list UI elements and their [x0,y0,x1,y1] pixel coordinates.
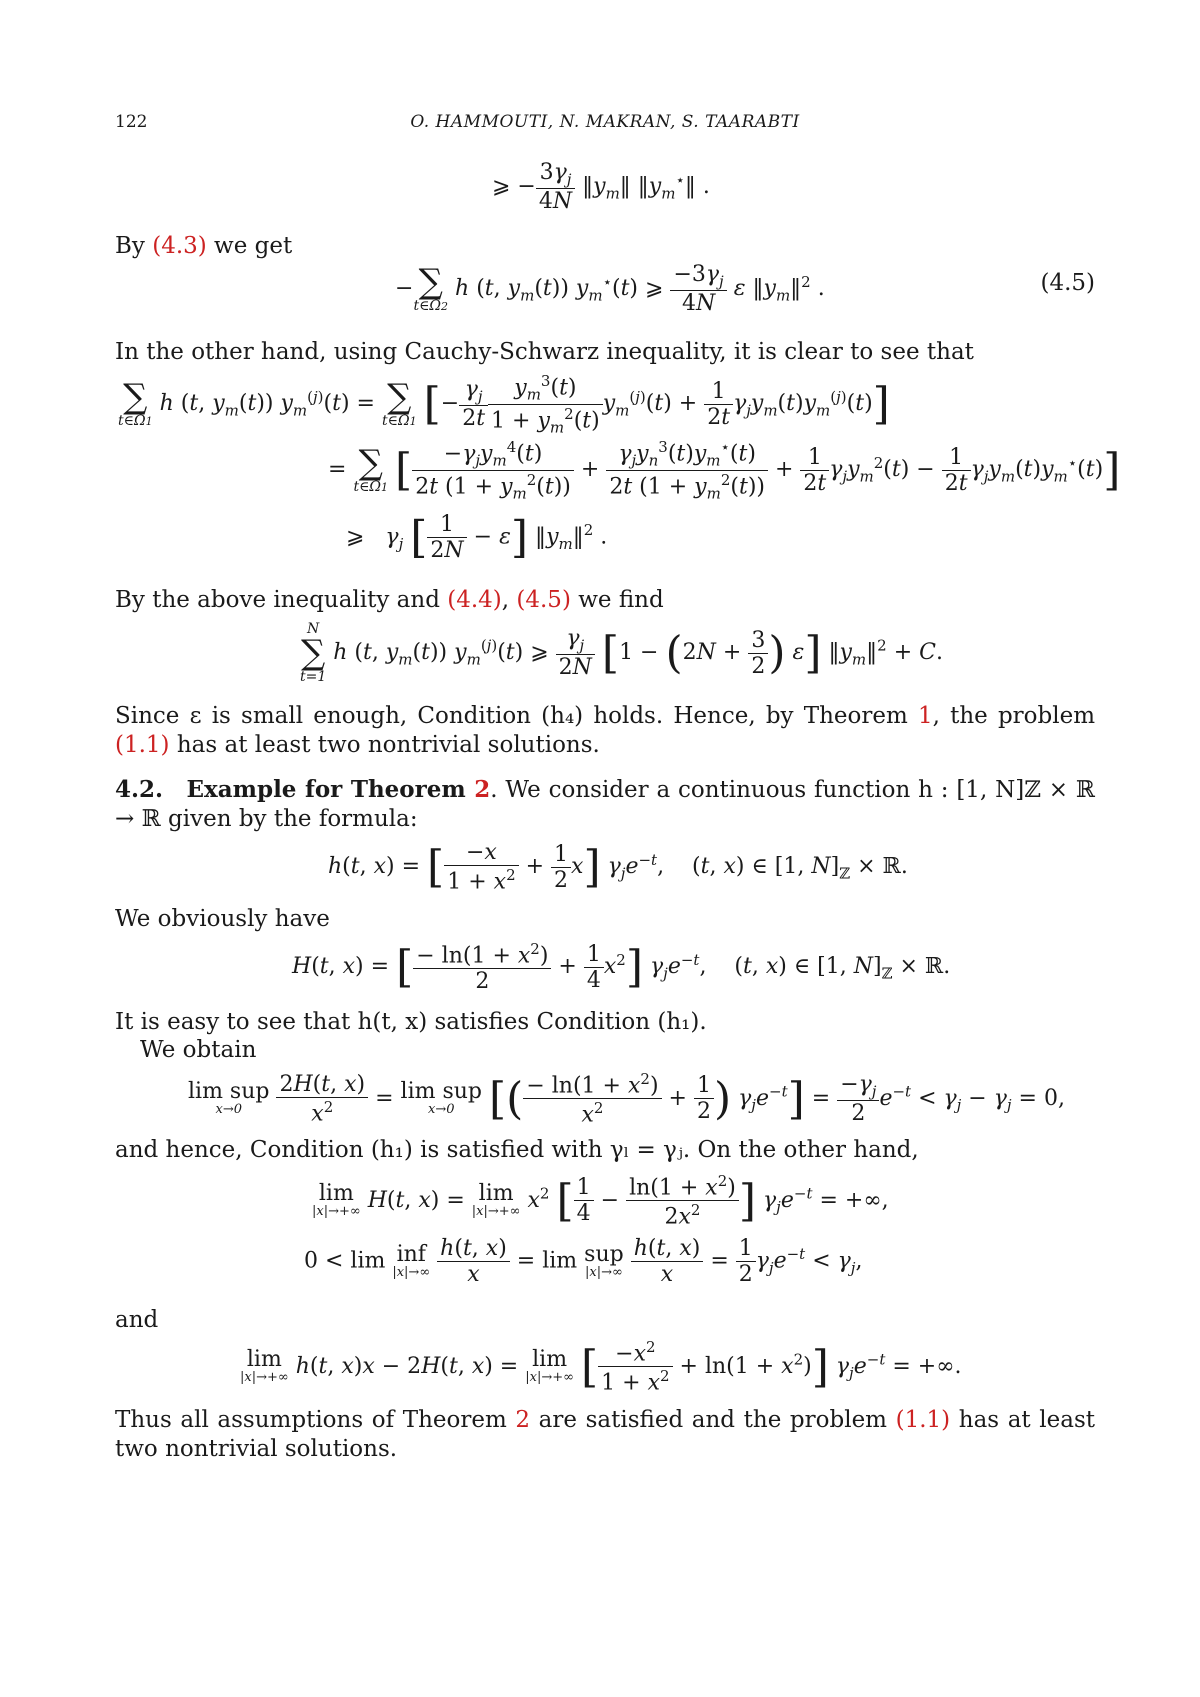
equation-top: ⩾ − $\frac{3\gamma_j}{4N}$ $‖y_m‖$ $‖y_m^⋆‖$ . [492,160,710,215]
reference-link[interactable]: 2 [474,776,491,803]
section-title: Example for Theorem [186,776,475,803]
paragraph-and: and [115,1307,159,1333]
equation-h-def: h(t, x) = [ $\frac{-x}{1 + x^2}$ + $\frac{1}{2}$ x] $\gamma_je^{-t}$, (t, x) ∈ [1, $N]_ℤ$ × ℝ. [328,840,908,895]
running-title: O. HAMMOUTI, N. MAKRAN, S. TAARABTI [410,112,800,132]
reference-link[interactable]: 1 [917,703,933,729]
equation-lim-H-infinity: lim |x|→+∞ H(t, x) = lim |x|→+∞ $x^2$ [ $\frac{1}{4}$ − $\frac{\ln(1 + x^2)}{2x^2}$ ] $\gamma_je^{-t}$ = +∞, [312,1172,889,1230]
equation-cs-line3: ⩾ $\gamma_j$ [ $\frac{1}{2N}$ − ε] $‖y_m‖^2$ . [346,512,608,563]
reference-link[interactable]: (4.5) [516,587,571,613]
reference-link[interactable]: (1.1) [895,1407,951,1433]
paragraph-and-hence: and hence, Condition (h₁) is satisfied with γₗ = γⱼ. On the other hand, [115,1137,919,1163]
equation-4-5: − ∑ t∈Ω2 h (t, $y_m(t)$) $y_m^⋆(t)$ ⩾ $\frac{-3\gamma_j}{4N}$ ε $‖y_m‖^2$ . [395,261,825,317]
paragraph-by-above: By the above inequality and (4.4), (4.5) we find [115,587,664,613]
equation-H-def: H(t, x) = [ $\frac{- \ln(1 + x^2)}{2}$ + $\frac{1}{4}$ $x^2$] $\gamma_je^{-t}$, (t, x) ∈ [1, $N]_ℤ$ × ℝ. [292,940,951,995]
equation-limsup-zero: lim sup x→0 $\frac{2H(t, x)}{x^2}$ = lim sup x→0 [( $\frac{- \ln(1 + x^2)}{x^2}$ + $\frac{1}{2}$ ) $\gamma_je^{-t}$] = $\frac{-\gamma_j}{2}$ $e^{-t} < \gamma_j - \gamma_j = 0$, [188,1070,1065,1128]
equation-cs-line1: ∑ t∈Ω1 h (t, $y_m(t)$) $y_m^{(j)}(t)$ = ∑ t∈Ω1 [− $\frac{\gamma_j}{2t}$ $\frac{y_m^3(t)}{1 + y_m^2(t)}$ $y_m^{(j)}(t)$ + $\frac{1}{2t}$ $\gamma_jy_m(t)y_m^{(j)}(t)$] [118,372,890,437]
paragraph-obviously: We obviously have [115,906,330,932]
section-number: 4.2. [115,776,164,803]
paragraph-since: Since ε is small enough, Condition (h₄) holds. Hence, by Theorem 1, the problem (1.1) has at least two nontrivial solutions. [115,703,1096,758]
equation-cs-line2: = ∑ t∈Ω1 [ $\frac{-\gamma_jy_m^4(t)}{2t (1 + y_m^2(t))}$ + $\frac{\gamma_jy_n^3(t)y_m^⋆(t)}{2t (1 + y_m^2(t))}$ + $\frac{1}{2t}$ $\gamma_jy_m^2(t)$ − $\frac{1}{2t}$ $\gamma_jy_m(t)y_m^⋆(t)$] [328,438,1121,503]
equation-liminf-limsup: 0 < lim inf |x|→∞ $\frac{h(t, x)}{x}$ = lim sup |x|→∞ $\frac{h(t, x)}{x}$ = $\frac{1}{2}$ $\gamma_je^{-t} < \gamma_j$, [304,1236,863,1287]
paragraph-other-hand: In the other hand, using Cauchy-Schwarz inequality, it is clear to see that [115,339,974,365]
reference-link[interactable]: (4.3) [152,233,207,259]
page-number: 122 [115,112,148,132]
equation-sum-n: N ∑ t=1 h (t, $y_m(t)$) $y_m^{(j)}(t)$ ⩾ $\frac{\gamma_j}{2N}$ [1 − (2N + $\frac{3}{2}$ ) ε] $‖y_m‖^2 + C$. [300,621,943,685]
paragraph-easy: It is easy to see that h(t, x) satisfies Condition (h₁). [115,1009,707,1035]
equation-final-limit: lim |x|→+∞ h(t, x)x − 2H(t, x) = lim |x|→+∞ [ $\frac{-x^2}{1 + x^2}$ + $\ln(1 + x^2)$] $\gamma_je^{-t}$ = +∞. [240,1338,962,1396]
paragraph-thus: Thus all assumptions of Theorem 2 are satisfied and the problem (1.1) has at least two nontrivial solutions. [115,1407,1095,1462]
reference-link[interactable]: (4.4) [447,587,502,613]
paragraph-by-43: By (4.3) we get [115,233,293,259]
reference-link[interactable]: 2 [515,1407,531,1433]
equation-number: (4.5) [1040,270,1095,296]
reference-link[interactable]: (1.1) [115,732,170,758]
section-4-2: 4.2. Example for Theorem 2. We consider a continuous function h : [1, N]ℤ × ℝ → ℝ given by the formula: [115,776,1095,832]
paragraph-obtain: We obtain [140,1037,257,1063]
